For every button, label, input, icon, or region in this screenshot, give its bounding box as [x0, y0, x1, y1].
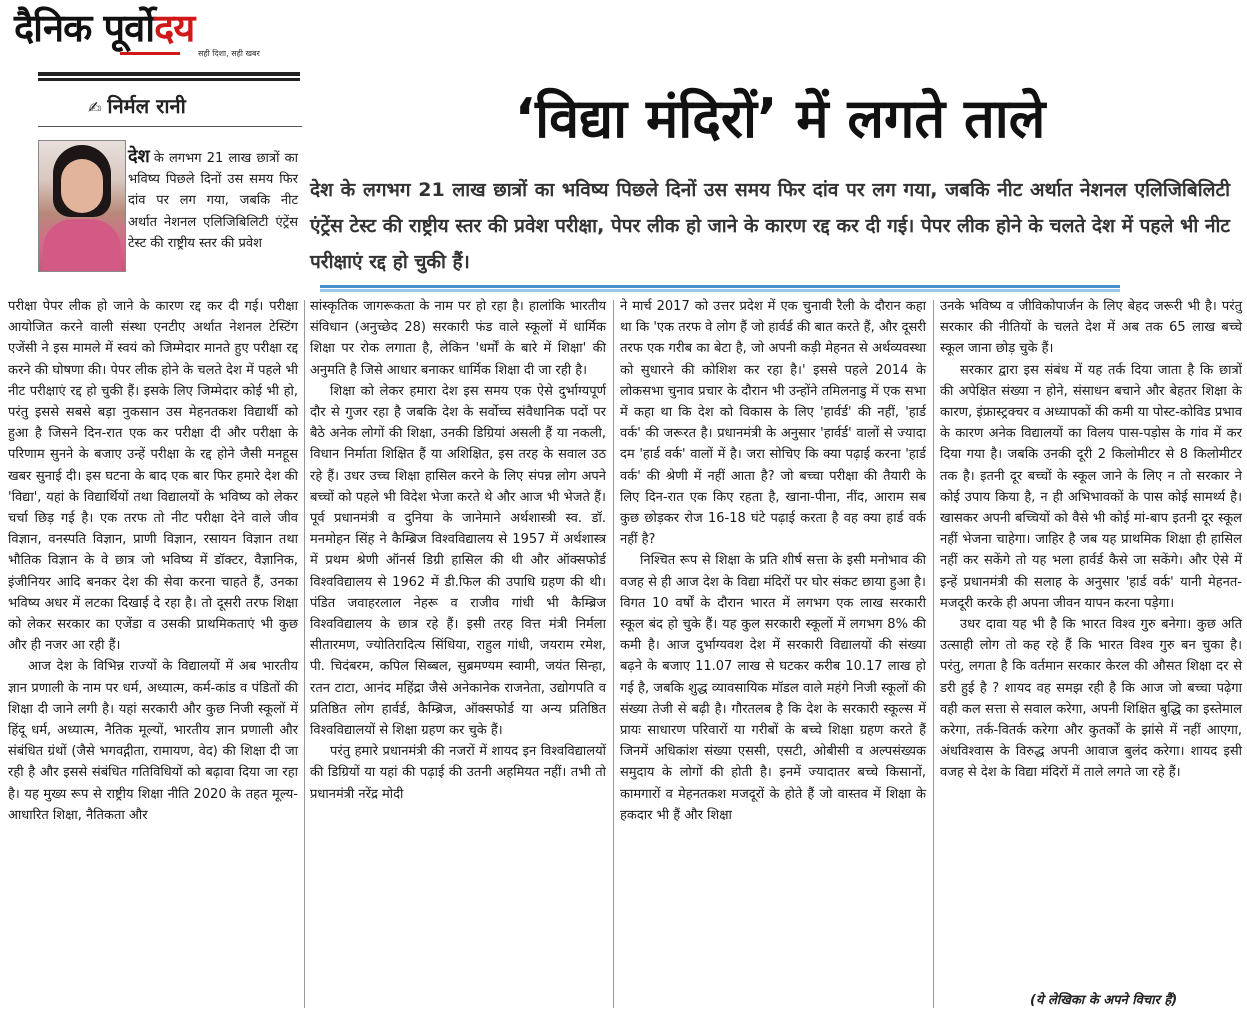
- paragraph: सरकार द्वारा इस संबंध में यह तर्क दिया जाता है कि छात्रों की अपेक्षित संख्या न होने, संसाधन बचाने और बेहतर शिक्षा के कारण, इंफ्रास्ट्रक्चर व अध्यापकों की कमी या पोस्ट-कोविड प्रभाव के कारण अनेक विद्यालयों का विलय पास-पड़ोस के गांव में कर दिया गया है। जबकि उनकी दूरी 2 किलोमीटर से 8 किलोमीटर तक है। इतनी दूर बच्चों के स्कूल जाने के लिए न तो सरकार ने कोई उपाय किया है, न ही अभिभावकों के पास कोई सामर्थ्य है। खासकर अपनी बच्चियों को वैसे भी कोई मां-बाप इतनी दूर स्कूल नहीं भेजना चाहेगा। जाहिर है जब यह प्राथमिक शिक्षा ही हासिल नहीं कर सकेंगे तो यह भला हार्वर्ड कैसे जा सकेंगे। और ऐसे में इन्हें प्रधानमंत्री की सलाह के अनुसार 'हार्ड वर्क' यानी मेहनत-मजदूरी करके ही अपना जीवन यापन करना पड़ेगा।: [940, 362, 1242, 611]
- paragraph: शिक्षा को लेकर हमारा देश इस समय एक ऐसे दुर्भाग्यपूर्ण दौर से गुजर रहा है जबकि देश के सर्वोच्च संवैधानिक पदों पर बैठे अनेक लोगों की शिक्षा, उनकी डिग्रियां असली हैं या नकली, विधान निर्माता शिक्षित हैं या अशिक्षित, इस तरह के सवाल उठ रहे हैं। उधर उच्च शिक्षा हासिल करने के लिए संपन्न लोग अपने बच्चों को पहले भी विदेश भेजा करते थे और आज भी भेजते हैं। पूर्व प्रधानमंत्री व दुनिया के जानेमाने अर्थशास्त्री स्व. डॉ. मनमोहन सिंह ने कैम्ब्रिज विश्वविद्यालय से 1957 में अर्थशास्त्र में प्रथम श्रेणी ऑनर्स डिग्री हासिल की थी और ऑक्सफोर्ड विश्वविद्यालय से 1962 में डी.फिल की उपाधि ग्रहण की थी। पंडित जवाहरलाल नेहरू व राजीव गांधी भी कैम्ब्रिज विश्वविद्यालय के छात्र रहे हैं। इसी तरह वित्त मंत्री निर्मला सीतारमण, ज्योतिरादित्य सिंधिया, राहुल गांधी, जयराम रमेश, पी. चिदंबरम, कपिल सिब्बल, सुब्रमण्यम स्वामी, जयंत सिन्हा, रतन टाटा, आनंद महिंद्रा जैसे अनेकानेक राजनेता, उद्योगपति व प्रतिष्ठित लोग हार्वर्ड, कैम्ब्रिज, ऑक्सफोर्ड या अन्य प्रतिष्ठित विश्वविद्यालयों से शिक्षा ग्रहण कर चुके हैं।: [310, 383, 606, 739]
- pen-icon: ✍: [88, 98, 102, 117]
- paragraph: ने मार्च 2017 को उत्तर प्रदेश में एक चुनावी रैली के दौरान कहा था कि 'एक तरफ वे लोग हैं जो हार्वर्ड की बात करते हैं, और दूसरी तरफ एक गरीब का बेटा है, जो अपनी कड़ी मेहनत से अर्थव्यवस्था को सुधारने की कोशिश कर रहा है।' इससे पहले 2014 के लोकसभा चुनाव प्रचार के दौरान भी उन्होंने तमिलनाडु में एक सभा में कहा था कि देश को विकास के लिए 'हार्वर्ड' की नहीं, 'हार्ड वर्क' की जरूरत है। प्रधानमंत्री के अनुसार 'हार्वर्ड' वालों से ज्यादा दम 'हार्ड वर्क' वालों में है। जरा सोचिए कि क्या पढ़ाई करना 'हार्ड वर्क' की श्रेणी में नहीं आता है? जो बच्चा परीक्षा की तैयारी के लिए दिन-रात एक किए रहता है, खाना-पीना, नींद, आराम सब कुछ छोड़कर रोज 16-18 घंटे पढ़ाई करता है वह क्या हार्ड वर्क नहीं है?: [620, 299, 926, 548]
- byline: [88, 92, 186, 119]
- masthead-name-accent: दय: [154, 6, 195, 50]
- column-2: [310, 296, 606, 805]
- author-disclaimer: (ये लेखिका के अपने विचार हैं): [1030, 993, 1178, 1008]
- masthead-rule: [38, 72, 300, 78]
- column-divider: [613, 300, 614, 1008]
- column-3: [620, 296, 926, 826]
- paragraph: परंतु हमारे प्रधानमंत्री की नजरों में शायद इन विश्वविद्यालयों की डिग्रियों या यहां की पढ़ाई की उतनी अहमियत नहीं। तभी तो प्रधानमंत्री नरेंद्र मोदी: [310, 744, 606, 802]
- paragraph: परीक्षा पेपर लीक हो जाने के कारण रद्द कर दी गई। परीक्षा आयोजित करने वाली संस्था एनटीए अर्थात नेशनल टेस्टिंग एजेंसी ने इस मामले में स्वयं को जिम्मेदार मानते हुए परीक्षा रद्द करने की घोषणा की। पेपर लीक होने के चलते देश में पहले भी नीट परीक्षाएं रद्द हो चुकी हैं। इसके लिए जिम्मेदार कोई भी हो, परंतु इससे सबसे बड़ा नुकसान उस मेहनतकश विद्यार्थी को हुआ है जिसने दिन-रात एक कर परीक्षा दी और परीक्षा के परिणाम सुनने के बजाए उन्हें परीक्षा के रद्द होने जैसी मनहूस खबर सुनाई दी। इस घटना के बाद एक बार फिर हमारे देश की 'विद्या', यहां के विद्यार्थियों तथा विद्यालयों के भविष्य को लेकर चर्चा छिड़ गई है। एक तरफ तो नीट परीक्षा देने वाले जीव विज्ञान, वनस्पति विज्ञान, प्राणी विज्ञान, रसायन विज्ञान तथा भौतिक विज्ञान के वे छात्र जो भविष्य में डॉक्टर, वैज्ञानिक, इंजीनियर आदि बनकर देश की सेवा करना चाहते हैं, उनका भविष्य अधर में लटका दिखाई दे रहा है। तो दूसरी तरफ शिक्षा को लेकर सरकार का एजेंडा व उसकी प्राथमिकताएं भी कुछ और ही नजर आ रही हैं।: [8, 299, 298, 654]
- masthead: [14, 6, 314, 68]
- article-deck: देश के लगभग 21 लाख छात्रों का भविष्य पिछले दिनों उस समय फिर दांव पर लग गया, जबकि नीट अर्थात नेशनल एलिजिबिलिटी एंट्रेंस टेस्ट की राष्ट्रीय स्तर की प्रवेश परीक्षा, पेपर लीक हो जाने के कारण रद्द कर दी गई। पेपर लीक होने के चलते देश में पहले भी नीट परीक्षाएं रद्द हो चुकी हैं।: [310, 179, 1230, 273]
- masthead-name: दैनिक पूर्वो: [14, 6, 155, 50]
- byline-rule: [38, 126, 302, 127]
- column-1: [8, 296, 298, 826]
- masthead-title: [14, 6, 314, 50]
- column-4: [940, 296, 1242, 784]
- paragraph: सांस्कृतिक जागरूकता के नाम पर हो रहा है। हालांकि भारतीय संविधान (अनुच्छेद 28) सरकारी फंड वाले स्कूलों में धार्मिक शिक्षा पर रोक लगाता है, लेकिन 'धर्मों के बारे में शिक्षा' की अनुमति है जिसे आधार बनाकर धार्मिक शिक्षा दी जा रही है।: [310, 299, 606, 378]
- intro-text: के लगभग 21 लाख छात्रों का भविष्य पिछले दिनों उस समय फिर दांव पर लग गया, जबकि नीट अर्थात नेशनल एलिजिबिलिटी एंट्रेंस टेस्ट की राष्ट्रीय स्तर की प्रवेश: [128, 151, 298, 251]
- paragraph: निश्चित रूप से शिक्षा के प्रति शीर्ष सत्ता के इसी मनोभाव की वजह से ही आज देश के विद्या मंदिरों पर घोर संकट छाया हुआ है। विगत 10 वर्षों के दौरान भारत में लगभग एक लाख सरकारी स्कूल बंद हो चुके हैं। यह कुल सरकारी स्कूलों में लगभग 8% की कमी है। आज दुर्भाग्यवश देश में सरकारी विद्यालयों की संख्या बढ़ने के बजाए 11.07 लाख से घटकर करीब 10.17 लाख हो गई है, जबकि शुद्ध व्यावसायिक मॉडल वाले महंगे निजी स्कूलों की संख्या तेजी से बढ़ी है। गौरतलब है कि देश के सरकारी स्कूल्स में प्रायः साधारण परिवारों या गरीबों के बच्चे शिक्षा ग्रहण करते हैं जिनमें अधिकांश संख्या एससी, एसटी, ओबीसी व अल्पसंख्यक समुदाय के लोगों की होती है। इनमें ज्यादातर बच्चे किसानों, कामगारों व मेहनतकश मजदूरों के होते हैं जो वास्तव में शिक्षा के हकदार भी हैं और शिक्षा: [620, 553, 926, 823]
- masthead-tagline: सही दिशा, सही खबर: [198, 49, 260, 58]
- column-divider: [933, 300, 934, 1008]
- paragraph: आज देश के विभिन्न राज्यों के विद्यालयों में अब भारतीय ज्ञान प्रणाली के नाम पर धर्म, अध्यात्म, कर्म-कांड व पंडितों की शिक्षा दी जाने लगी है। यहां सरकारी और कुछ निजी स्कूलों में हिंदू धर्म, अध्यात्म, नैतिक मूल्यों, भारतीय ज्ञान प्रणाली और संबंधित ग्रंथों (जैसे भगवद्गीता, रामायण, वेद) की शिक्षा दी जा रही है और इससे संबंधित गतिविधियों को बढ़ावा दिया जा रहा है। यह मुख्य रूप से राष्ट्रीय शिक्षा नीति 2020 के तहत मूल्य-आधारित शिक्षा, नैतिकता और: [8, 659, 298, 823]
- masthead-accent-line: [120, 52, 180, 55]
- paragraph: उनके भविष्य व जीविकोपार्जन के लिए बेहद जरूरी भी है। परंतु सरकार की नीतियों के चलते देश में अब तक 65 लाख बच्चे स्कूल जाना छोड़ चुके हैं।: [940, 299, 1242, 357]
- author-photo: [38, 140, 126, 272]
- drop-word: देश: [128, 146, 150, 167]
- article-intro: [128, 146, 298, 254]
- column-divider: [304, 300, 305, 1008]
- article-headline: ‘विद्या मंदिरों’ में लगते ताले: [514, 87, 1046, 150]
- author-name: निर्मल रानी: [107, 94, 186, 118]
- paragraph: उधर दावा यह भी है कि भारत विश्व गुरु बनेगा। कुछ अति उत्साही लोग तो कह रहे हैं कि भारत विश्व गुरु बन चुका है। परंतु, लगता है कि वर्तमान सरकार केरल की औसत शिक्षा दर से डरी हुई है ? शायद वह समझ रही है कि आज जो बच्चा पढ़ेगा वही कल सत्ता से सवाल करेगा, अपनी शिक्षित बुद्धि का इस्तेमाल करेगा, तर्क-वितर्क करेगा और कुतर्कों के झांसे में नहीं आएगा, अंधविश्वास के विरुद्ध अपनी आवाज बुलंद करेगा। शायद इसी वजह से देश के विद्या मंदिरों में ताले लगते जा रहे हैं।: [940, 617, 1242, 781]
- deck-rule: [320, 285, 1120, 288]
